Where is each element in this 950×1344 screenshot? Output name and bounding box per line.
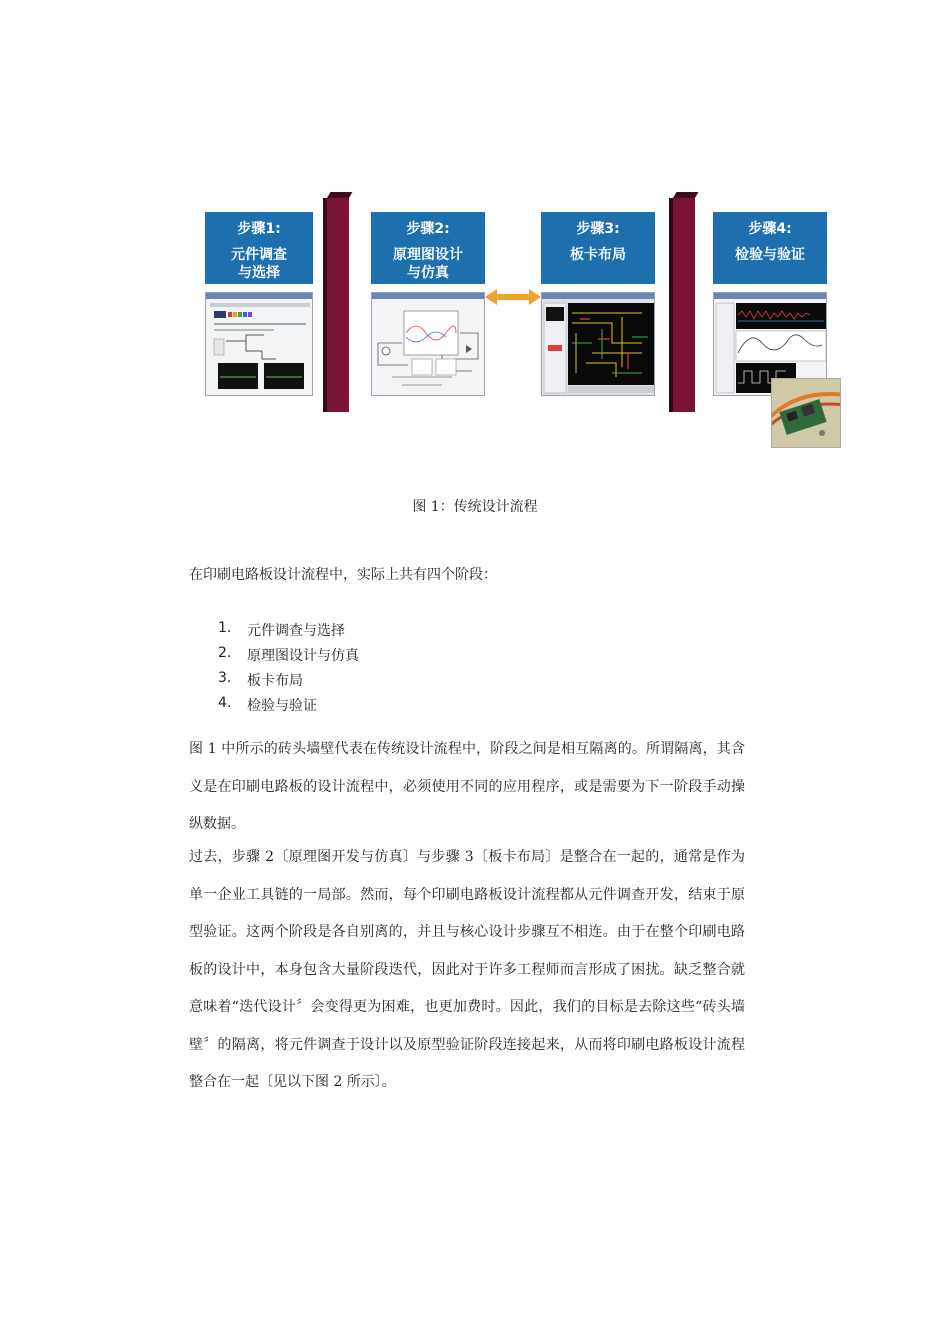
paragraph-1: 图 1 中所示的砖头墙壁代表在传统设计流程中，阶段之间是相互隔离的。所谓隔离，其含义是在印刷电路板的设计流程中，必须使用不同的应用程序，或是需要为下一阶段手动操纵数据。 xyxy=(189,741,745,832)
list-item-number: 4. xyxy=(218,695,232,711)
circuit-board-photo xyxy=(771,378,841,448)
step-1-box xyxy=(205,212,313,284)
step-2-screenshot xyxy=(371,292,485,396)
list-item-text: 元件调查与选择 xyxy=(247,623,345,639)
step-4-subtitle: 检验与验证 xyxy=(735,247,805,263)
list-item xyxy=(218,695,359,720)
list-item-text: 板卡布局 xyxy=(247,673,303,689)
list-item-number: 2. xyxy=(218,645,232,661)
brick-wall-1 xyxy=(323,198,349,412)
list-item-text: 原理图设计与仿真 xyxy=(247,648,359,664)
step-2-box xyxy=(371,212,485,284)
step-2-subtitle: 原理图设计 与仿真 xyxy=(393,247,463,281)
list-item-number: 1. xyxy=(218,620,232,636)
brick-wall-2 xyxy=(669,198,695,412)
figure-caption: 图 1：传统设计流程 xyxy=(412,499,538,515)
list-item xyxy=(218,670,359,695)
step-3-screenshot xyxy=(541,292,655,396)
step-3-title: 步骤3: xyxy=(576,221,620,237)
paragraph-2: 过去，步骤 2〔原理图开发与仿真〕与步骤 3〔板卡布局〕是整合在一起的，通常是作为单一企业工具链的一局部。然而，每个印刷电路板设计流程都从元件调查开发，结束于原型验证。这两个阶段是各自别离的，并且与核心设计步骤互不相连。由于在整个印刷电路板的设计中，本身包含大量阶段迭代，因此对于许多工程师而言形成了困扰。缺乏整合就意味着“迭代设计〞会变得更为困难，也更加费时。因此，我们的目标是去除这些“砖头墙壁〞的隔离，将元件调查于设计以及原型验证阶段连接起来，从而将印刷电路板设计流程整合在一起〔见以下图 2 所示〕。 xyxy=(189,849,745,1090)
list-item-text: 检验与验证 xyxy=(247,698,317,714)
double-arrow-icon xyxy=(485,289,541,305)
list-item xyxy=(218,645,359,670)
list-item xyxy=(218,620,359,645)
step-1-screenshot xyxy=(205,292,313,396)
design-flow-figure xyxy=(195,192,845,452)
step-4-title: 步骤4: xyxy=(748,221,792,237)
step-3-box xyxy=(541,212,655,284)
list-item-number: 3. xyxy=(218,670,232,686)
stages-list xyxy=(218,620,359,720)
step-4-box xyxy=(713,212,827,284)
step-1-subtitle: 元件调查 与选择 xyxy=(231,247,287,281)
step-1-title: 步骤1: xyxy=(237,221,281,237)
step-2-title: 步骤2: xyxy=(406,221,450,237)
step-3-subtitle: 板卡布局 xyxy=(570,247,626,263)
intro-text: 在印刷电路板设计流程中，实际上共有四个阶段： xyxy=(189,567,497,583)
